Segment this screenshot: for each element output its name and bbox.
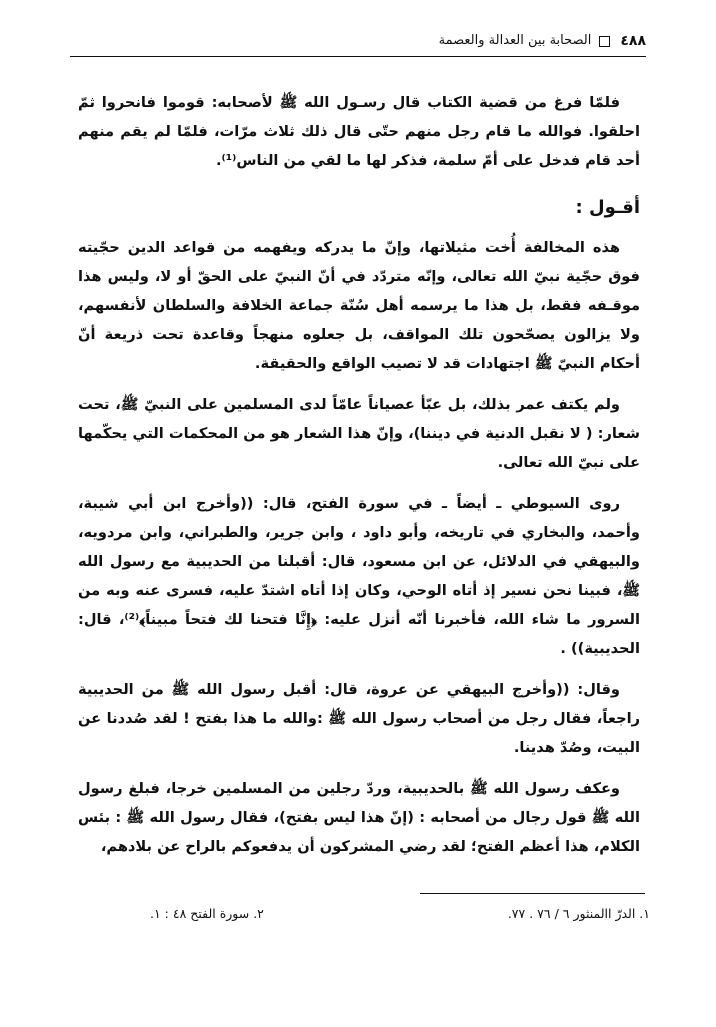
paragraph-5: وقال: ((وأخرج البيهقي عن عروة، قال: أقبل رسول الله ﷺ من الحديبية راجعاً، فقال رجل من أصحاب رسول الله ﷺ :والله ما هذا بفتح ! لقد صُددنا عن البيت، وصُدّ هدينا. bbox=[78, 681, 640, 756]
running-title: الصحابة بين العدالة والعصمة bbox=[438, 33, 592, 48]
header-divider bbox=[70, 56, 646, 57]
footnote-1: ١. الدرّ االمنثور ٦ / ٧٦ . ٧٧. bbox=[507, 906, 650, 921]
paragraph-2: هذه المخالفة أُخت مثيلاتها، وإنّ ما يدركه ويفهمه من قواعد الدين حجّيته فوق حجّية نبيّ الله تعالى، وإنّه متردّد في أنّ النبيّ على الحقّ أو لا، وليس هذا موقـفه فقط، بل هذا ما يرسمه أهل سُنّة جماعة الخلافة والسلطان لأنفسهم، ولا يزالون يصحّحون تلك المواقف، بل جعلوه منهجاً وقاعدة تحت ذريعة أنّ أحكام النبيّ ﷺ اجتهادات قد لا تصيب الواقع والحقيقة. bbox=[78, 239, 640, 372]
footnote-2: ٢. سورة الفتح ٤٨ : ١. bbox=[150, 906, 264, 921]
header-square-ornament bbox=[599, 36, 610, 47]
paragraph-1: فلمّا فرغ من قضية الكتاب قال رسـول الله ﷺ لأصحابه: قوموا فانحروا ثمّ احلقوا. فوالله ما قام رجل منهم حتّى قال ذلك ثلاث مرّات، فلمّا لم يقم منهم أحد قام فدخل على أمّ سلمة، فذكر لها ما لقي من الناس⁽¹⁾. bbox=[78, 94, 640, 169]
main-text bbox=[78, 88, 640, 861]
section-heading: أقـول : bbox=[575, 197, 640, 218]
footnote-divider bbox=[420, 893, 645, 894]
footnotes bbox=[150, 903, 650, 925]
paragraph-3: ولم يكتف عمر بذلك، بل عبّأ عصياناً عامّاً لدى المسلمين على النبيّ ﷺ، تحت شعار: ( لا نقبل الدنية في ديننا)، وإنّ هذا الشعار هو من المحكمات التي يحكّمها على نبيّ الله تعالى. bbox=[78, 396, 640, 471]
page-number: ٤٨٨ bbox=[620, 33, 646, 49]
running-header bbox=[70, 30, 646, 52]
paragraph-6: وعكف رسول الله ﷺ بالحديبية، وردّ رجلين من المسلمين خرجا، فبلغ رسول الله ﷺ قول رجال من أصحابه : (إنّ هذا ليس بفتح)، فقال رسول الله ﷺ : بئس الكلام، هذا أعظم الفتح؛ لقد رضي المشركون أن يدفعوكم بالراح عن بلادهم، bbox=[78, 780, 640, 855]
paragraph-4: روى السيوطي ـ أيضاً ـ في سورة الفتح، قال: ((وأخرج ابن أبي شيبة، وأحمد، والبخاري في تاريخه، وأبو داود ، وابن جرير، والطبراني، وابن مردويه، والبيهقي في الدلائل، عن ابن مسعود، قال: أقبلنا من الحديبية مع رسول الله ﷺ، فبينا نحن نسير إذ أتاه الوحي، وكان إذا أتاه اشتدّ عليه، فسرى عنه وبه من السرور ما شاء الله، فأخبرنا أنّه أنزل عليه: ﴿إِنَّا فتحنا لك فتحاً مبيناً﴾⁽²⁾، قال: الحديبية)) . bbox=[78, 495, 640, 657]
